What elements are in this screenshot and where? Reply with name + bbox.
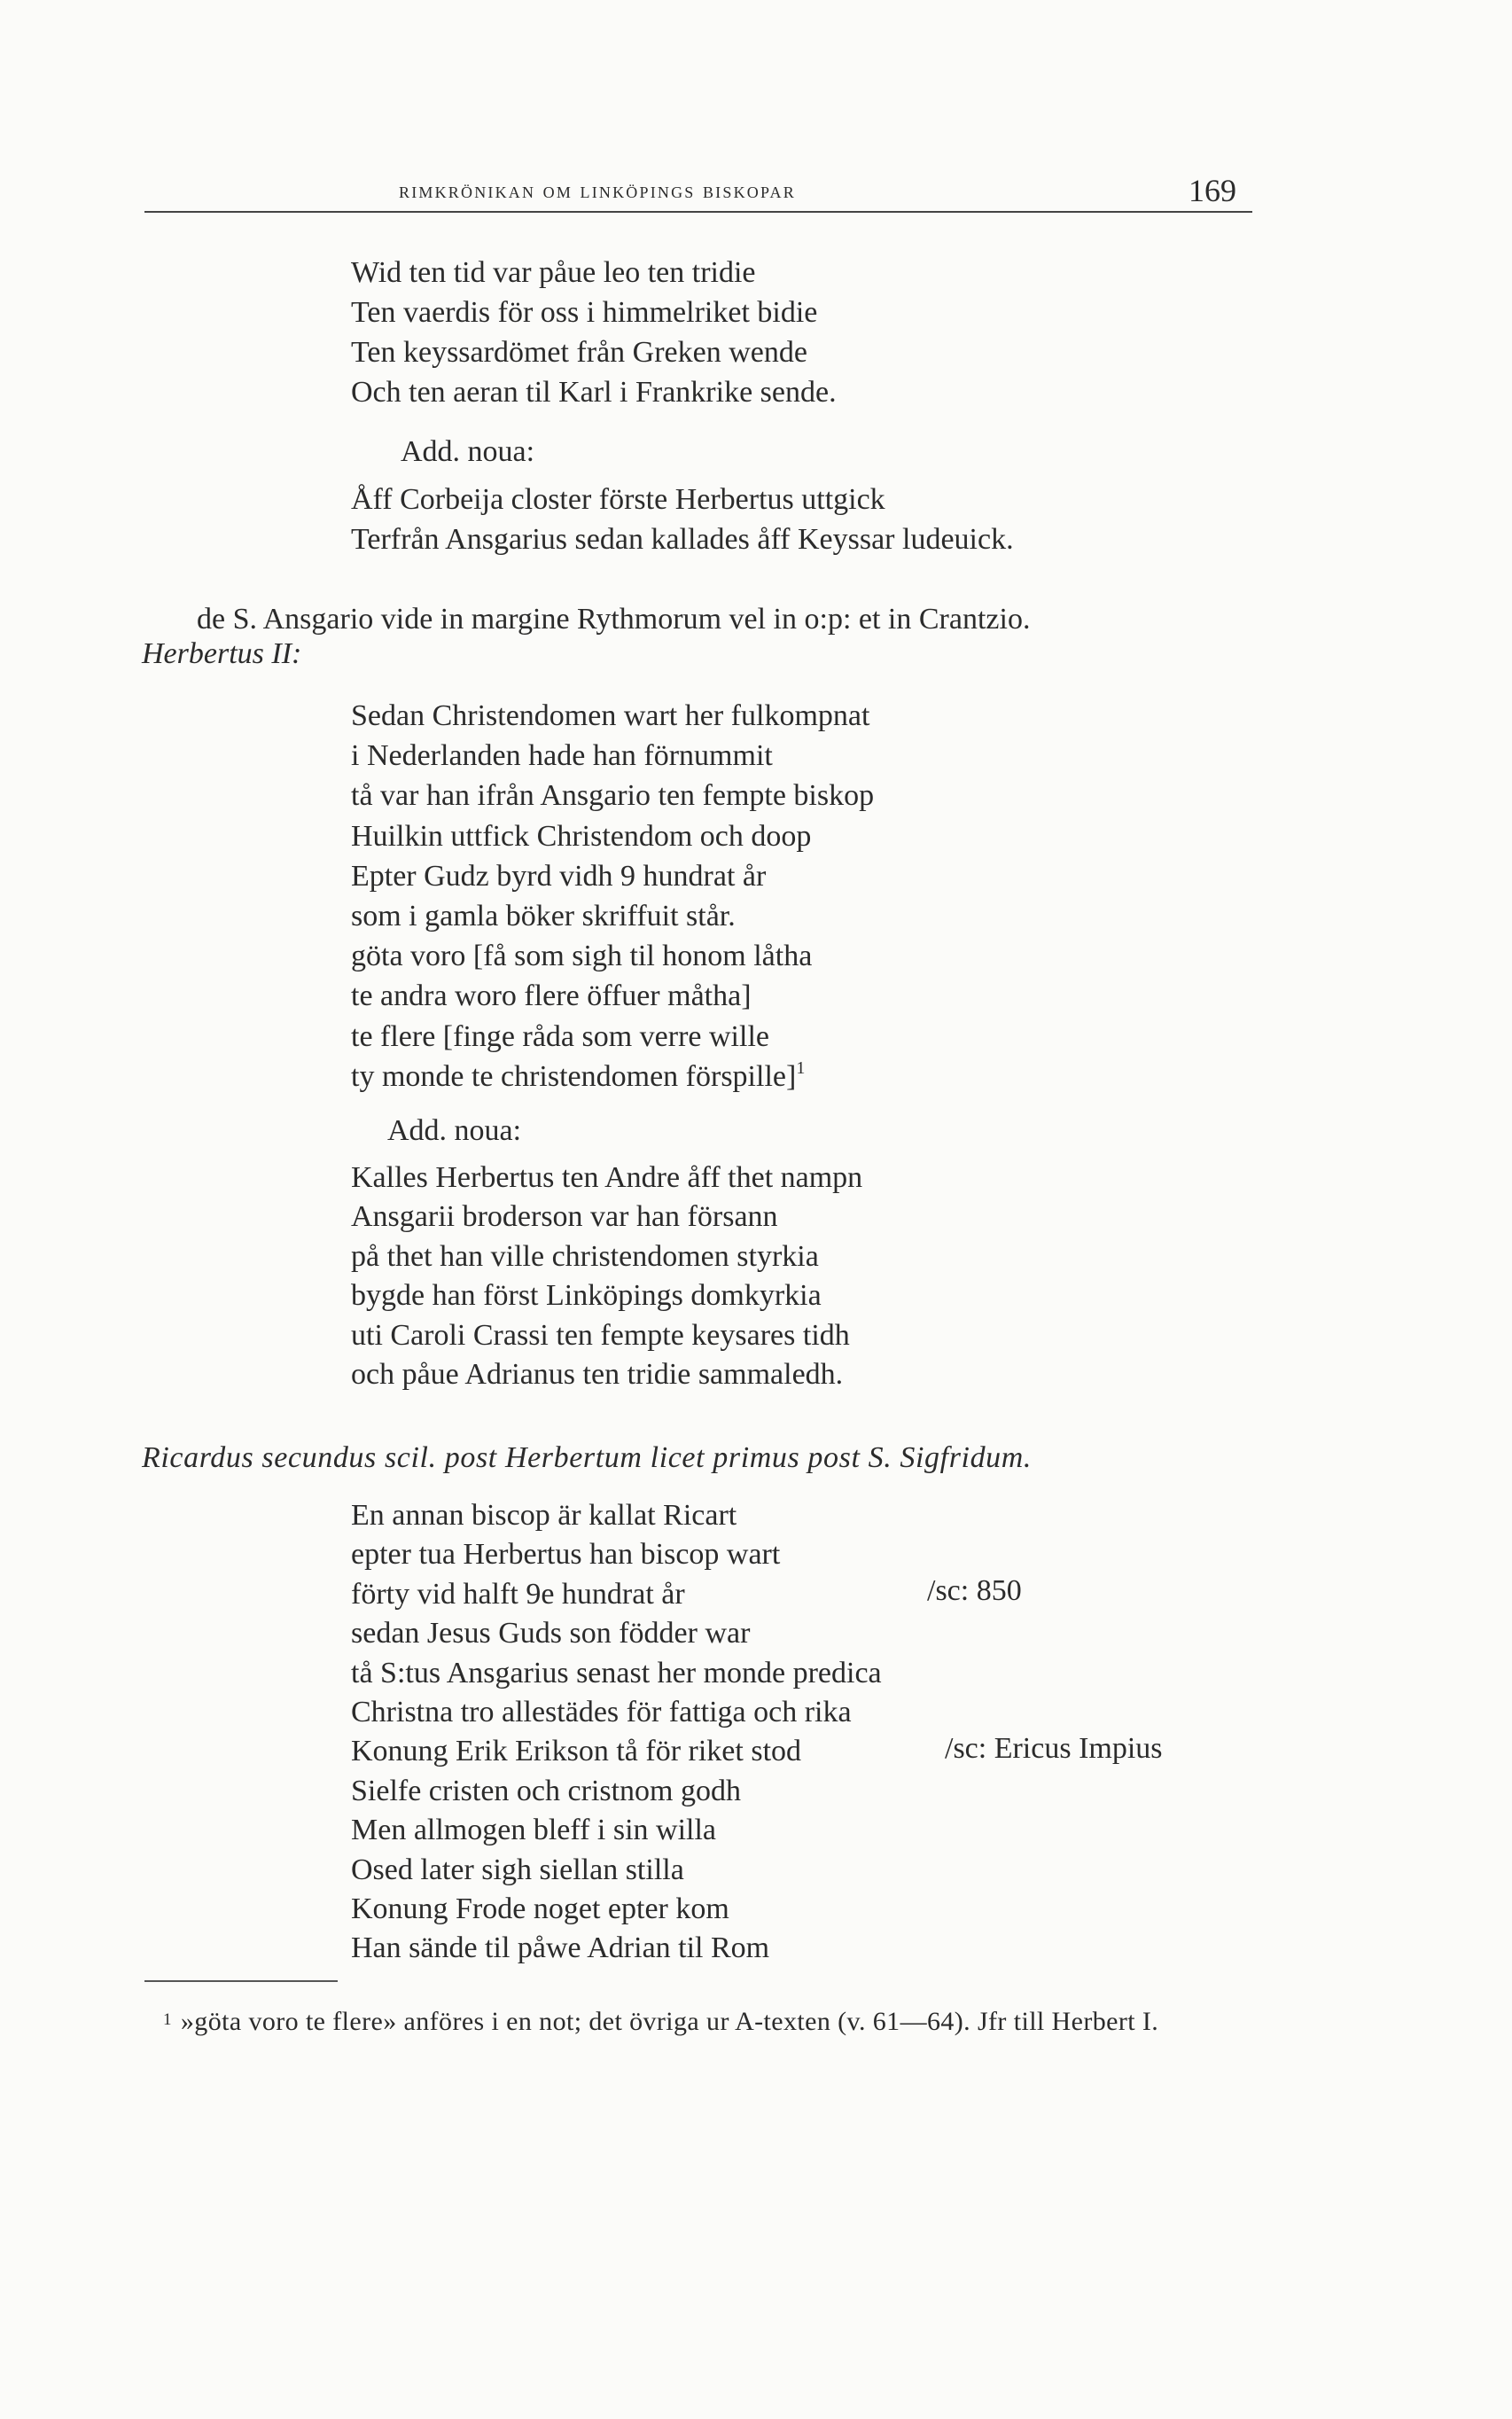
verse-line: [351, 1057, 874, 1096]
footnote-reference: 1: [796, 1057, 806, 1078]
ansgario-note: de S. Ansgario vide in margine Rythmorum vel in o:p: et in Crantzio.: [197, 603, 1031, 636]
verse-line: Ten vaerdis för oss i himmelriket bidie: [351, 296, 818, 329]
addition-block-2: [351, 1159, 862, 1394]
verse-line: göta voro [få som sigh til honom låtha: [351, 940, 813, 973]
verse-line: Sedan Christendomen wart her fulkompnat: [351, 699, 870, 732]
verse-line: förty vid halft 9e hundrat år: [351, 1577, 685, 1611]
verse-line: i Nederlanden hade han förnummit: [351, 739, 773, 773]
verse-line: Men allmogen bleff i sin willa: [351, 1814, 717, 1847]
verse-block-3: [351, 1496, 882, 1969]
verse-line: te andra woro flere öffuer måtha]: [351, 979, 752, 1013]
verse-line: Ten keyssardömet från Greken wende: [351, 336, 807, 369]
verse-line: En annan biscop är kallat Ricart: [351, 1499, 737, 1532]
verse-line: bygde han först Linköpings domkyrkia: [351, 1279, 822, 1313]
verse-line: Han sände til påwe Adrian til Rom: [351, 1931, 770, 1965]
running-title: rimkrönikan om linköpings biskopar: [399, 179, 796, 203]
verse-line: Christna tro allestädes för fattiga och rika: [351, 1696, 852, 1729]
verse-line: tå var han ifrån Ansgario ten fempte biskop: [351, 779, 875, 813]
add-noua-label: Add. noua:: [387, 1114, 522, 1147]
verse-line: Wid ten tid var påue leo ten tridie: [351, 256, 756, 289]
verse-line: Och ten aeran til Karl i Frankrike sende.: [351, 376, 837, 409]
verse-line: Osed later sigh siellan stilla: [351, 1853, 684, 1886]
verse-line: Sielfe cristen och cristnom godh: [351, 1774, 742, 1807]
verse-line: Ansgarii broderson var han försann: [351, 1200, 778, 1234]
margin-note-850: /sc: 850: [927, 1574, 1022, 1607]
margin-note-ericus: /sc: Ericus Impius: [945, 1732, 1163, 1765]
verse-line: te flere [finge råda som verre wille: [351, 1019, 769, 1053]
verse-line: som i gamla böker skriffuit står.: [351, 900, 736, 933]
verse-line: Kalles Herbertus ten Andre åff thet nampn: [351, 1161, 863, 1194]
verse-line: Epter Gudz byrd vidh 9 hundrat år: [351, 859, 767, 893]
verse-line: på thet han ville christendomen styrkia: [351, 1239, 819, 1273]
verse-line: Huilkin uttfick Christendom och doop: [351, 819, 812, 853]
addition-block-1: [351, 480, 1014, 559]
verse-line: Konung Frode noget epter kom: [351, 1892, 729, 1926]
verse-line: epter tua Herbertus han biscop wart: [351, 1538, 781, 1572]
verse-line: Konung Erik Erikson tå för riket stod: [351, 1735, 802, 1768]
verse-line: Terfrån Ansgarius sedan kallades åff Keyssar ludeuick.: [351, 523, 1014, 556]
verse-line: och påue Adrianus ten tridie sammaledh.: [351, 1358, 844, 1392]
verse-block-2: [351, 696, 874, 1096]
page-number: 169: [1189, 173, 1236, 208]
verse-block-1: [351, 253, 837, 412]
footnote-marker: 1: [163, 2010, 172, 2029]
section-heading-ricardus: Ricardus secundus scil. post Herbertum licet primus post S. Sigfridum.: [142, 1441, 1033, 1474]
verse-line: Åff Corbeija closter förste Herbertus uttgick: [351, 483, 885, 516]
verse-line: tå S:tus Ansgarius senast her monde predica: [351, 1656, 882, 1689]
footnote-divider: [144, 1980, 338, 1982]
footnote: [142, 2000, 1254, 2042]
running-head: [144, 168, 1252, 213]
footnote-text: »göta voro te flere» anföres i en not; det övriga ur A-texten (v. 61—64). Jfr till Herbert I.: [180, 2007, 1159, 2036]
verse-line: uti Caroli Crassi ten fempte keysares tidh: [351, 1318, 850, 1352]
verse-line-text: ty monde te christendomen förspille]: [351, 1059, 797, 1093]
section-heading-herbertus: Herbertus II:: [142, 637, 302, 670]
add-noua-label: Add. noua:: [401, 435, 535, 468]
verse-line: sedan Jesus Guds son födder war: [351, 1617, 751, 1650]
